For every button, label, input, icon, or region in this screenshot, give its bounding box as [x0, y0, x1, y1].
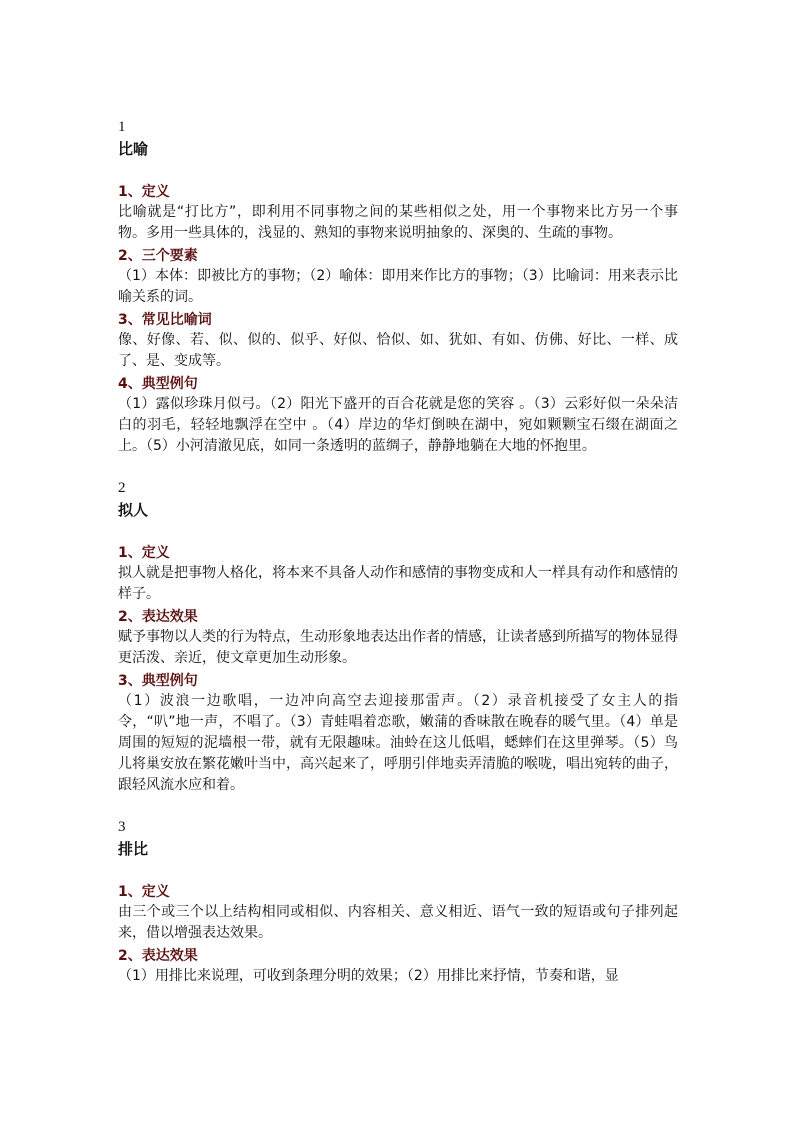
- section-number: 3: [118, 819, 126, 835]
- paragraph: 比喻就是“打比方”，即利用不同事物之间的某些相似之处，用一个事物来比方另一个事物。多用一些具体的，浅显的、熟知的事物来说明抽象的、深奥的、生疏的事物。: [118, 204, 678, 241]
- section-title: 比喻: [118, 140, 149, 158]
- paragraph: （1）用排比来说理，可收到条理分明的效果；（2）用排比来抒情，节奏和谐，显: [118, 968, 619, 984]
- section-personification: [118, 477, 678, 796]
- subheading: 1、定义: [118, 184, 170, 200]
- section-metaphor: [118, 116, 678, 457]
- document-content: [118, 116, 678, 1007]
- section-number: 2: [118, 480, 126, 496]
- section-title: 排比: [118, 840, 149, 858]
- paragraph: （1）本体：即被比方的事物；（2）喻体：即用来作比方的事物；（3）比喻词：用来表示比喻关系的词。: [118, 268, 678, 305]
- section-number: 1: [118, 119, 126, 135]
- subheading: 3、常见比喻词: [118, 312, 212, 328]
- subheading: 4、典型例句: [118, 376, 198, 392]
- paragraph: 拟人就是把事物人格化，将本来不具备人动作和感情的事物变成和人一样具有动作和感情的样子。: [118, 565, 678, 602]
- subheading: 1、定义: [118, 884, 170, 900]
- subheading: 3、典型例句: [118, 673, 198, 689]
- paragraph: 像、好像、若、似、似的、似乎、好似、恰似、如、犹如、有如、仿佛、好比、一样、成了、是、变成等。: [118, 332, 678, 369]
- paragraph: （1）露似珍珠月似弓。（2）阳光下盛开的百合花就是您的笑容 。（3）云彩好似一朵朵洁白的羽毛，轻轻地飘浮在空中 。（4）岸边的华灯倒映在湖中，宛如颗颗宝石缀在湖面之上。（5）小河清澈见底，如同一条透明的蓝绸子，静静地躺在大地的怀抱里。: [118, 396, 678, 454]
- section-parallelism: [118, 816, 678, 987]
- subheading: 2、表达效果: [118, 609, 198, 625]
- paragraph: （1）波浪一边歌唱，一边冲向高空去迎接那雷声。（2）录音机接受了女主人的指令，“叭”地一声，不唱了。（3）青蛙唱着恋歌，嫩蒲的香味散在晚春的暖气里。（4）单是周围的短短的泥墙根一带，就有无限趣味。油蛉在这儿低唱，蟋蟀们在这里弹琴。（5）鸟儿将巢安放在繁花嫩叶当中，高兴起来了，呼朋引伴地卖弄清脆的喉咙，唱出宛转的曲子，跟轻风流水应和着。: [118, 693, 678, 793]
- subheading: 2、表达效果: [118, 948, 198, 964]
- paragraph: 由三个或三个以上结构相同或相似、内容相关、意义相近、语气一致的短语或句子排列起来，借以增强表达效果。: [118, 904, 678, 941]
- subheading: 1、定义: [118, 545, 170, 561]
- subheading: 2、三个要素: [118, 248, 198, 264]
- section-title: 拟人: [118, 501, 149, 519]
- paragraph: 赋予事物以人类的行为特点，生动形象地表达出作者的情感，让读者感到所描写的物体显得更活泼、亲近，使文章更加生动形象。: [118, 629, 678, 666]
